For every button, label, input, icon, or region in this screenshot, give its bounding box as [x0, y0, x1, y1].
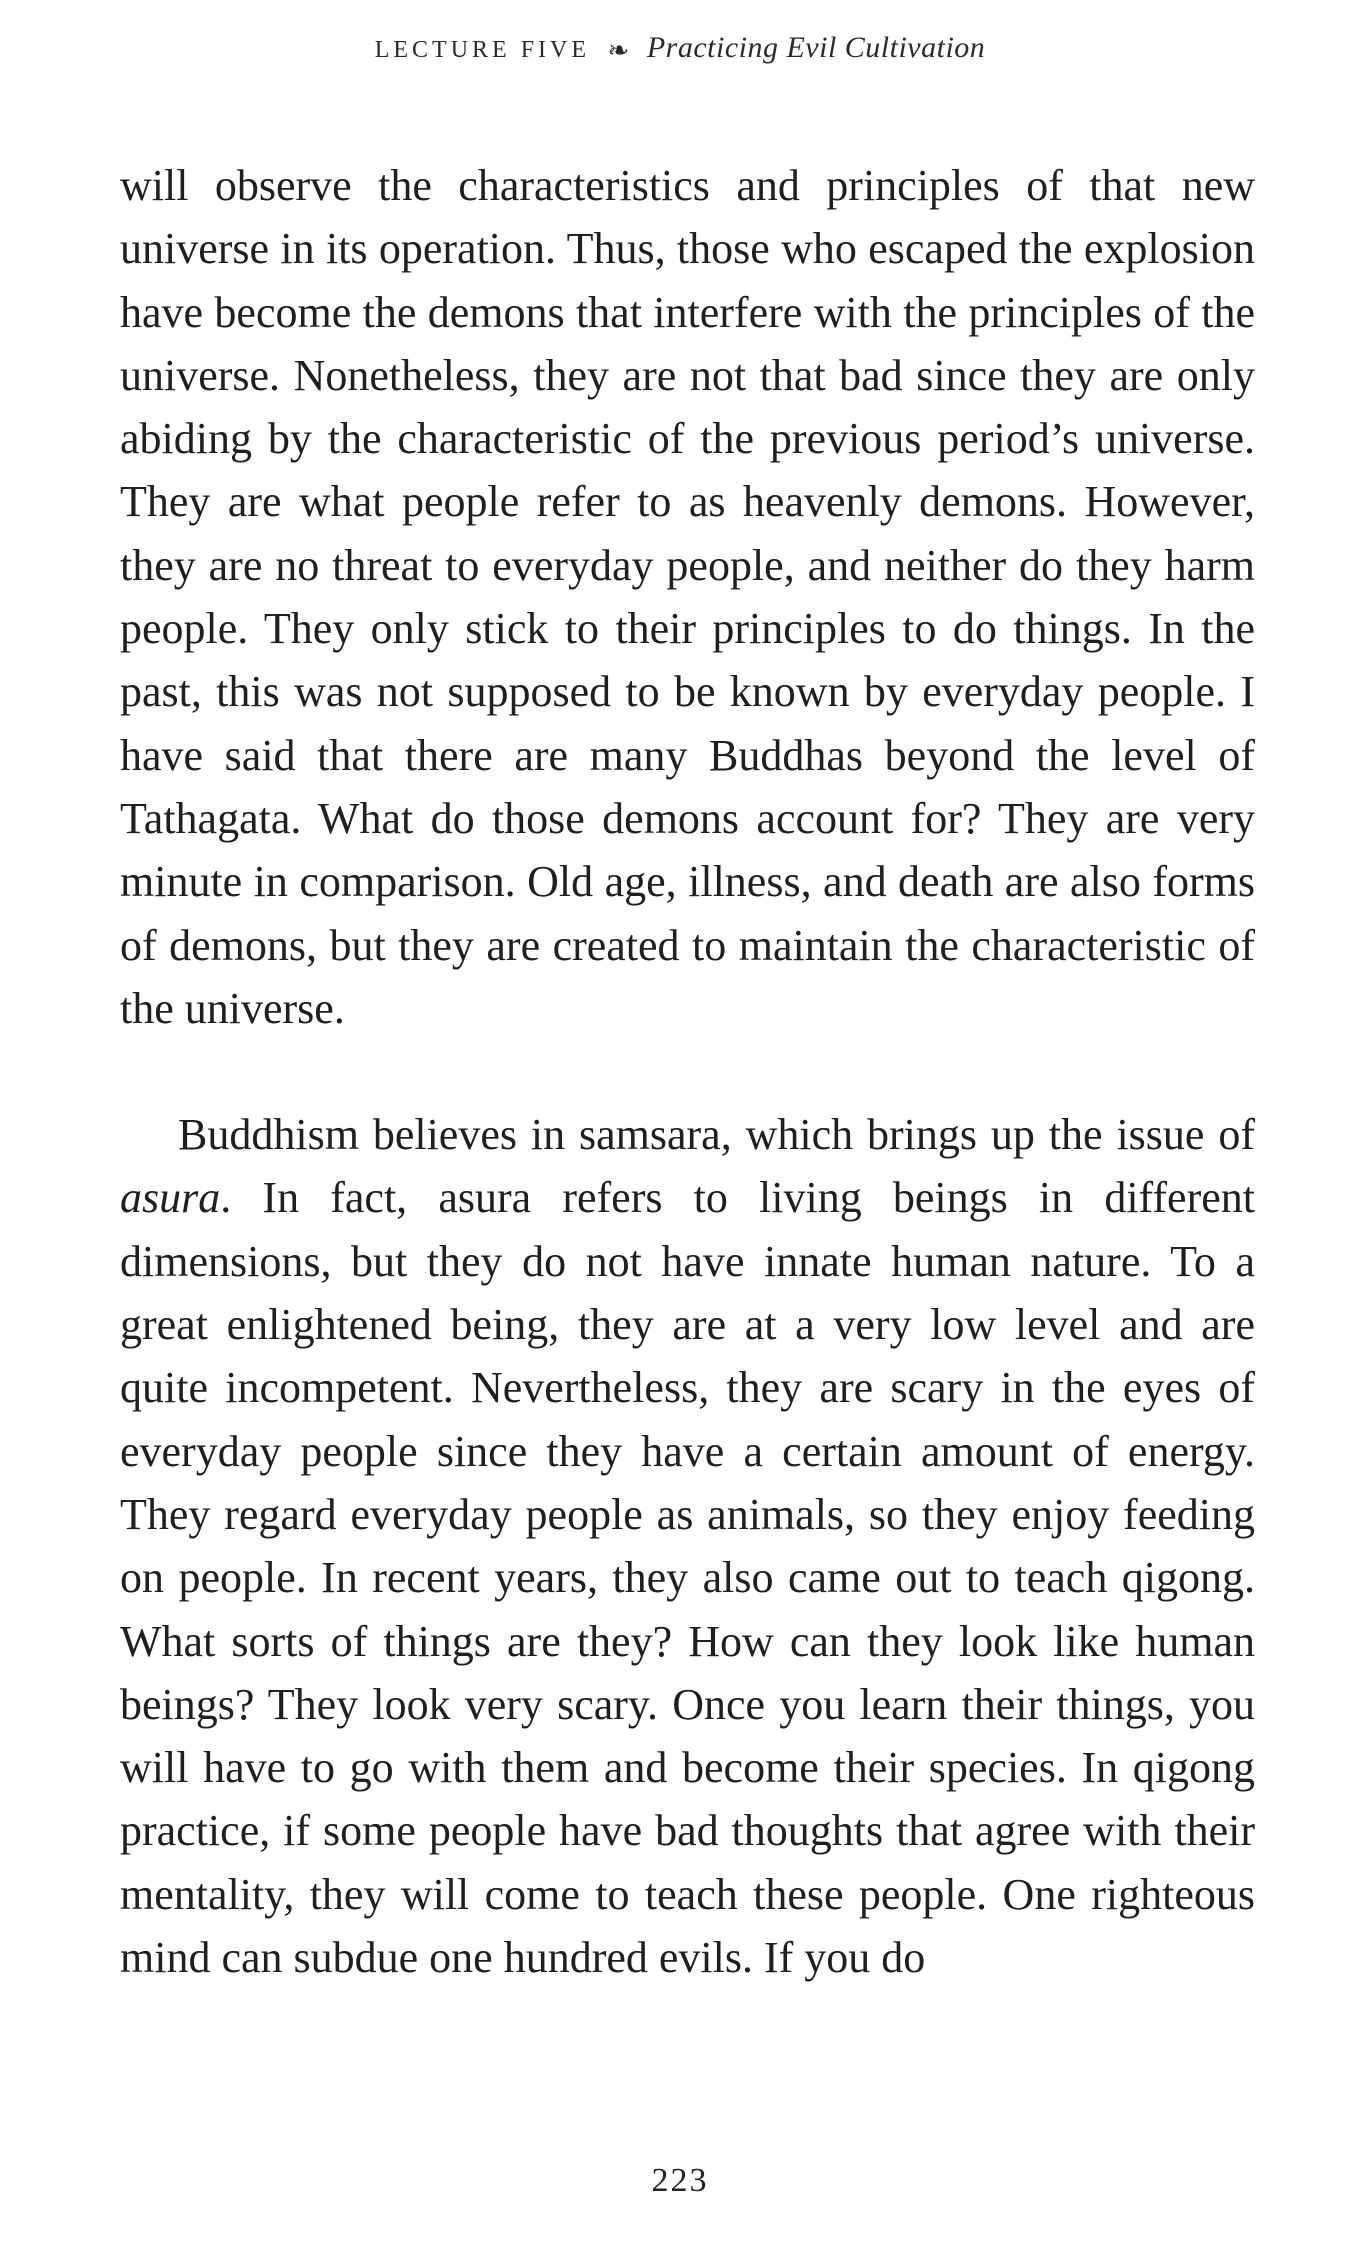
body-text [120, 154, 1255, 1989]
running-head-title: Practicing Evil Cultivation [646, 31, 986, 64]
paragraph-1: will observe the characteristics and principles of that new universe in its operation. Thus, those who escaped the explosion have become the demons that interfere with the principles of the universe. Nonetheless, they are not that bad since they are only abiding by the characteristic of the previous period’s universe. They are what people refer to as heavenly demons. However, they are no threat to everyday people, and neither do they harm people. They only stick to their principles to do things. In the past, this was not supposed to be known by everyday people. I have said that there are many Buddhas beyond the level of Tathagata. What do those demons account for? They are very minute in comparison. Old age, illness, and death are also forms of demons, but they are created to maintain the characteristic of the universe. [120, 161, 1255, 1033]
italic-term-asura: asura [120, 1173, 221, 1223]
running-head-part: LECTURE FIVE [374, 37, 591, 63]
running-head [0, 30, 1360, 68]
page-number: 223 [651, 2162, 709, 2199]
paragraph-2-text-after: . In fact, asura refers to living beings in different dimensions, but they do not have innate human nature. To a great enlightened being, they are at a very low level and are quite incompetent. Nevertheless, they are scary in the eyes of everyday people since they have a certain amount of energy. They regard everyday people as animals, so they enjoy feeding on people. In recent years, they also came out to teach qigong. What sorts of things are they? How can they look like human beings? They look very scary. Once you learn their things, you will have to go with them and become their species. In qigong practice, if some people have bad thoughts that agree with their mentality, they will come to teach these people. One righteous mind can subdue one hundred evils. If you do [120, 1173, 1255, 1983]
fleuron-icon: ❧ [607, 36, 630, 65]
paragraph-2-text-before: Buddhism believes in samsara, which brings up the issue of [178, 1110, 1255, 1160]
paragraph-2 [120, 1103, 1255, 1989]
